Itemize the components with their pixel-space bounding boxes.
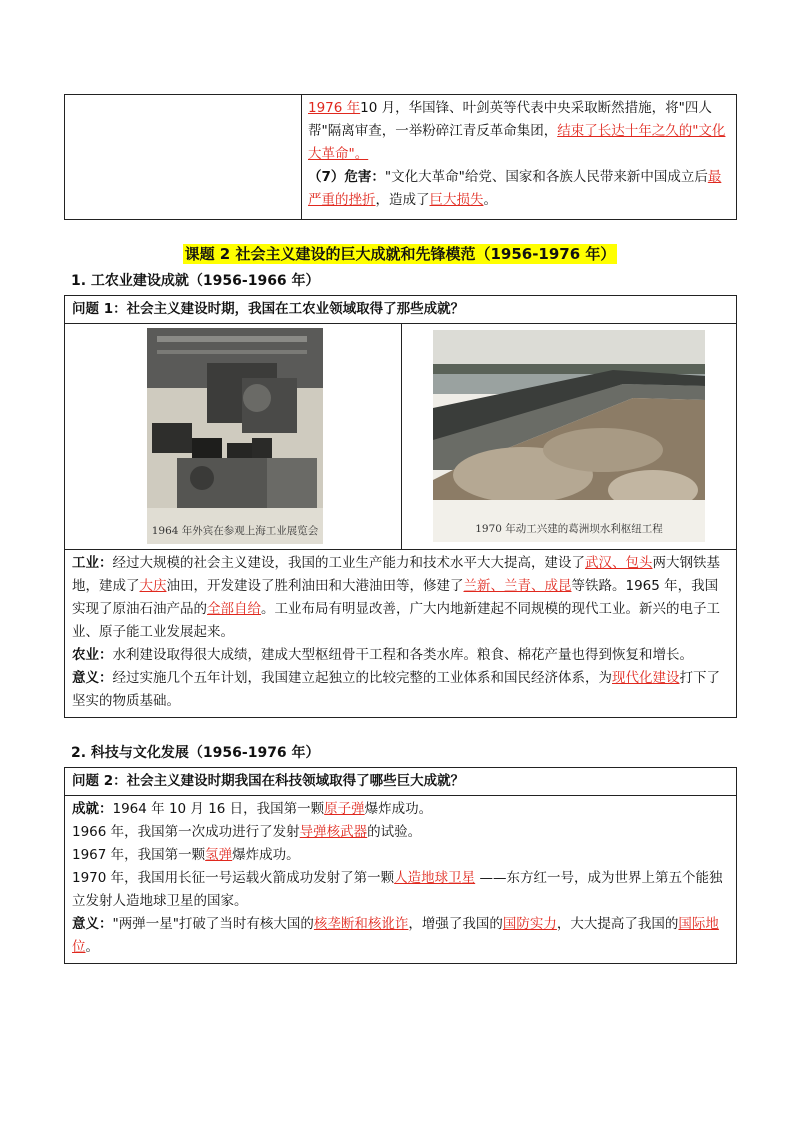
top-table [64, 94, 737, 220]
section1-answers [65, 550, 736, 717]
exhibition-photo-drawing [147, 328, 323, 544]
achievement-1: 成就：1964 年 10 月 16 日，我国第一颗原子弹爆炸成功。 [72, 801, 433, 817]
achievement-3: 1967 年，我国第一颗氢弹爆炸成功。 [72, 847, 300, 863]
photo1-caption: 1964 年外宾在参观上海工业展览会 [151, 525, 319, 537]
meaning-paragraph: 意义：经过实施几个五年计划，我国建立起独立的比较完整的工业体系和国民经济体系，为现代化建设打下了坚实的物质基础。 [72, 670, 720, 709]
table-divider [301, 95, 302, 219]
photo-industrial-exhibition [147, 328, 323, 544]
section2-answers [65, 796, 736, 963]
achievement-2: 1966 年，我国第一次成功进行了发射导弹核武器的试验。 [72, 824, 422, 840]
question-2: 问题 2：社会主义建设时期我国在科技领域取得了哪些巨大成就？ [65, 768, 736, 796]
image-row [65, 324, 736, 550]
agriculture-paragraph: 农业：水利建设取得很大成绩，建成大型枢纽骨干工程和各类水库。粮食、棉花产量也得到恢复和增长。 [72, 647, 693, 663]
section1-title: 1. 工农业建设成就（1956-1966 年） [71, 273, 320, 289]
top-paragraph-1: 1976 年10 月，华国锋、叶剑英等代表中央采取断然措施，将"四人帮"隔离审查，一举粉碎江青反革命集团，结束了长达十年之久的"文化大革命"。 [308, 100, 726, 162]
section2-meaning: 意义："两弹一星"打破了当时有核大国的核垄断和核讹诈，增强了我国的国防实力，大大提高了我国的国际地位。 [72, 916, 719, 955]
photo2-caption: 1970 年动工兴建的葛洲坝水利枢纽工程 [475, 523, 663, 535]
section2-box [64, 767, 737, 964]
industry-paragraph: 工业：经过大规模的社会主义建设，我国的工业生产能力和技术水平大大提高，建设了武汉、包头两大钢铁基地，建成了大庆油田，开发建设了胜利油田和大港油田等，修建了兰新、兰青、成昆等铁路。1965 年，我国实现了原油石油产品的全部自给。工业布局有明显改善，广大内地新建起不同规模的现代工业。新兴的电子工业、原子能工业发展起来。 [72, 555, 720, 640]
top-paragraph-2: （7）危害："文化大革命"给党、国家和各族人民带来新中国成立后最严重的挫折，造成了巨大损失。 [308, 169, 722, 208]
section2-title: 2. 科技与文化发展（1956-1976 年） [71, 745, 320, 761]
achievement-4: 1970 年，我国用长征一号运载火箭成功发射了第一颗人造地球卫星 ——东方红一号，成为世界上第五个能独立发射人造地球卫星的国家。 [72, 870, 723, 909]
dam-photo-drawing [433, 330, 705, 542]
section1-box [64, 295, 737, 718]
top-cell [308, 97, 732, 212]
question-1: 问题 1：社会主义建设时期，我国在工农业领域取得了那些成就？ [65, 296, 736, 324]
photo-gezhouba-dam [433, 330, 705, 542]
topic-heading: 课题 2 社会主义建设的巨大成就和先锋模范（1956-1976 年） [184, 245, 616, 263]
image-divider [401, 324, 402, 549]
